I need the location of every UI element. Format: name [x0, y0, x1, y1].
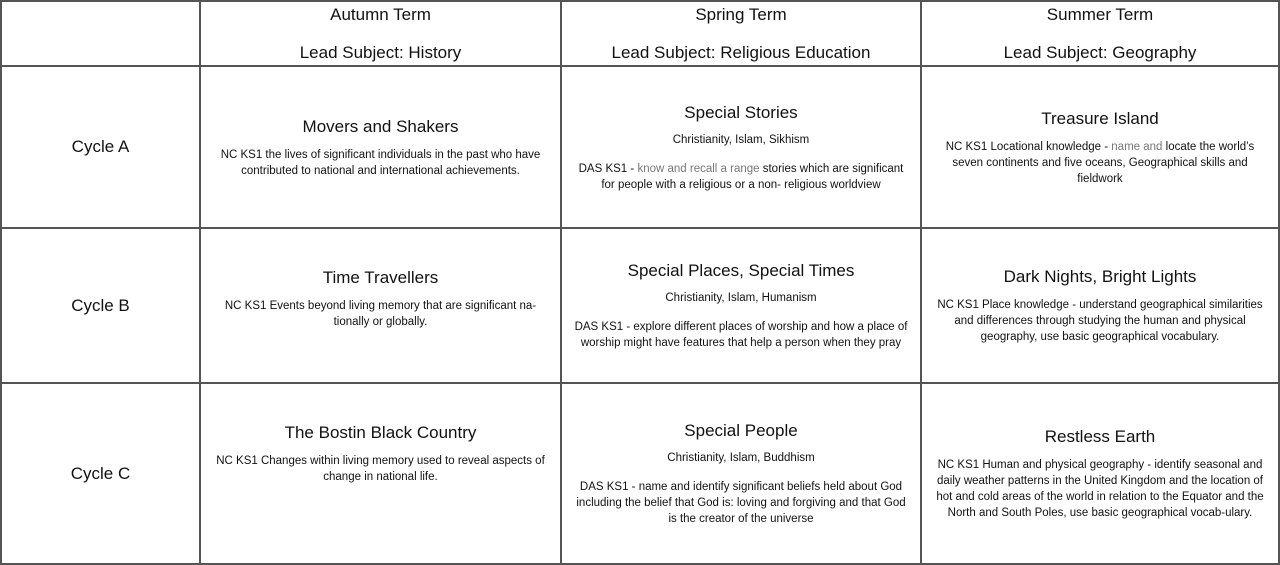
- header-autumn: [201, 2, 562, 67]
- topic-title: Dark Nights, Bright Lights: [1003, 267, 1197, 286]
- cycle-b-label: Cycle B: [2, 229, 201, 384]
- topic-title: Special Places, Special Times: [627, 261, 855, 280]
- cycle-a-summer: [922, 67, 1278, 229]
- cycle-a-label: Cycle A: [2, 67, 201, 229]
- topic-title: Time Travellers: [322, 268, 439, 287]
- religions-list: Christianity, Islam, Buddhism: [667, 452, 815, 464]
- desc-highlight: name and: [1111, 140, 1163, 153]
- summer-term-label: Summer Term: [1046, 4, 1154, 24]
- topic-description: DAS KS1 - explore different places of worship and how a place of worship might have features that help a person when they pray: [574, 321, 908, 349]
- cycle-a-spring: [562, 67, 922, 229]
- cycle-c-summer: [922, 384, 1278, 563]
- cycle-c-spring: [562, 384, 922, 563]
- desc-highlight: know and recall a range: [637, 162, 760, 175]
- topic-title: Movers and Shakers: [302, 116, 459, 136]
- summer-lead-subject: Lead Subject: Geography: [1003, 42, 1197, 62]
- topic-description: NC KS1 Events beyond living memory that are significant na-tionally or globally.: [224, 300, 537, 328]
- cycle-b-autumn: [201, 229, 562, 384]
- spring-term-label: Spring Term: [695, 4, 787, 24]
- topic-description: DAS KS1 - name and identify significant beliefs held about God including the belief that God is: loving and forgiving and that God is the creator of the universe: [576, 481, 906, 525]
- topic-description: [574, 161, 908, 193]
- cycle-a-autumn: [201, 67, 562, 229]
- topic-description: NC KS1 Human and physical geography - identify seasonal and daily weather patterns in the United Kingdom and the location of hot and cold areas of the world in relation to the Equator and the North and South Poles, use basic geographical vocab-ulary.: [936, 459, 1264, 519]
- topic-title: Treasure Island: [1041, 108, 1159, 128]
- religions-list: Christianity, Islam, Humanism: [665, 292, 817, 304]
- topic-title: Special People: [684, 421, 798, 440]
- topic-description: [934, 139, 1266, 187]
- religions-list: Christianity, Islam, Sikhism: [672, 133, 810, 146]
- autumn-term-label: Autumn Term: [330, 4, 431, 24]
- topic-description: NC KS1 the lives of significant individuals in the past who have contributed to national and international achievements.: [220, 148, 541, 177]
- header-spring: [562, 2, 922, 67]
- topic-title: Special Stories: [684, 102, 798, 122]
- desc-text: NC KS1 Locational knowledge -: [945, 140, 1112, 153]
- topic-title: The Bostin Black Country: [284, 423, 477, 442]
- topic-title: Restless Earth: [1044, 427, 1156, 446]
- header-summer: [922, 2, 1278, 67]
- cycle-c-label: Cycle C: [2, 384, 201, 563]
- cycle-b-spring: [562, 229, 922, 384]
- desc-text: locate the world’s seven continents and five oceans, Geographical skills and fieldwork: [952, 140, 1255, 185]
- spring-lead-subject: Lead Subject: Religious Education: [611, 42, 871, 62]
- corner-cell: [2, 2, 201, 67]
- desc-text: DAS KS1 -: [578, 162, 638, 175]
- desc-text: stories which are significant for people with a religious or a non- religious worldview: [601, 162, 904, 191]
- autumn-lead-subject: Lead Subject: History: [299, 42, 462, 62]
- cycle-b-summer: [922, 229, 1278, 384]
- topic-description: NC KS1 Place knowledge - understand geographical similarities and differences through studying the human and physical geography, use basic geographical vocabulary.: [937, 299, 1263, 343]
- topic-description: NC KS1 Changes within living memory used to reveal aspects of change in national life.: [216, 455, 545, 483]
- cycle-c-autumn: [201, 384, 562, 563]
